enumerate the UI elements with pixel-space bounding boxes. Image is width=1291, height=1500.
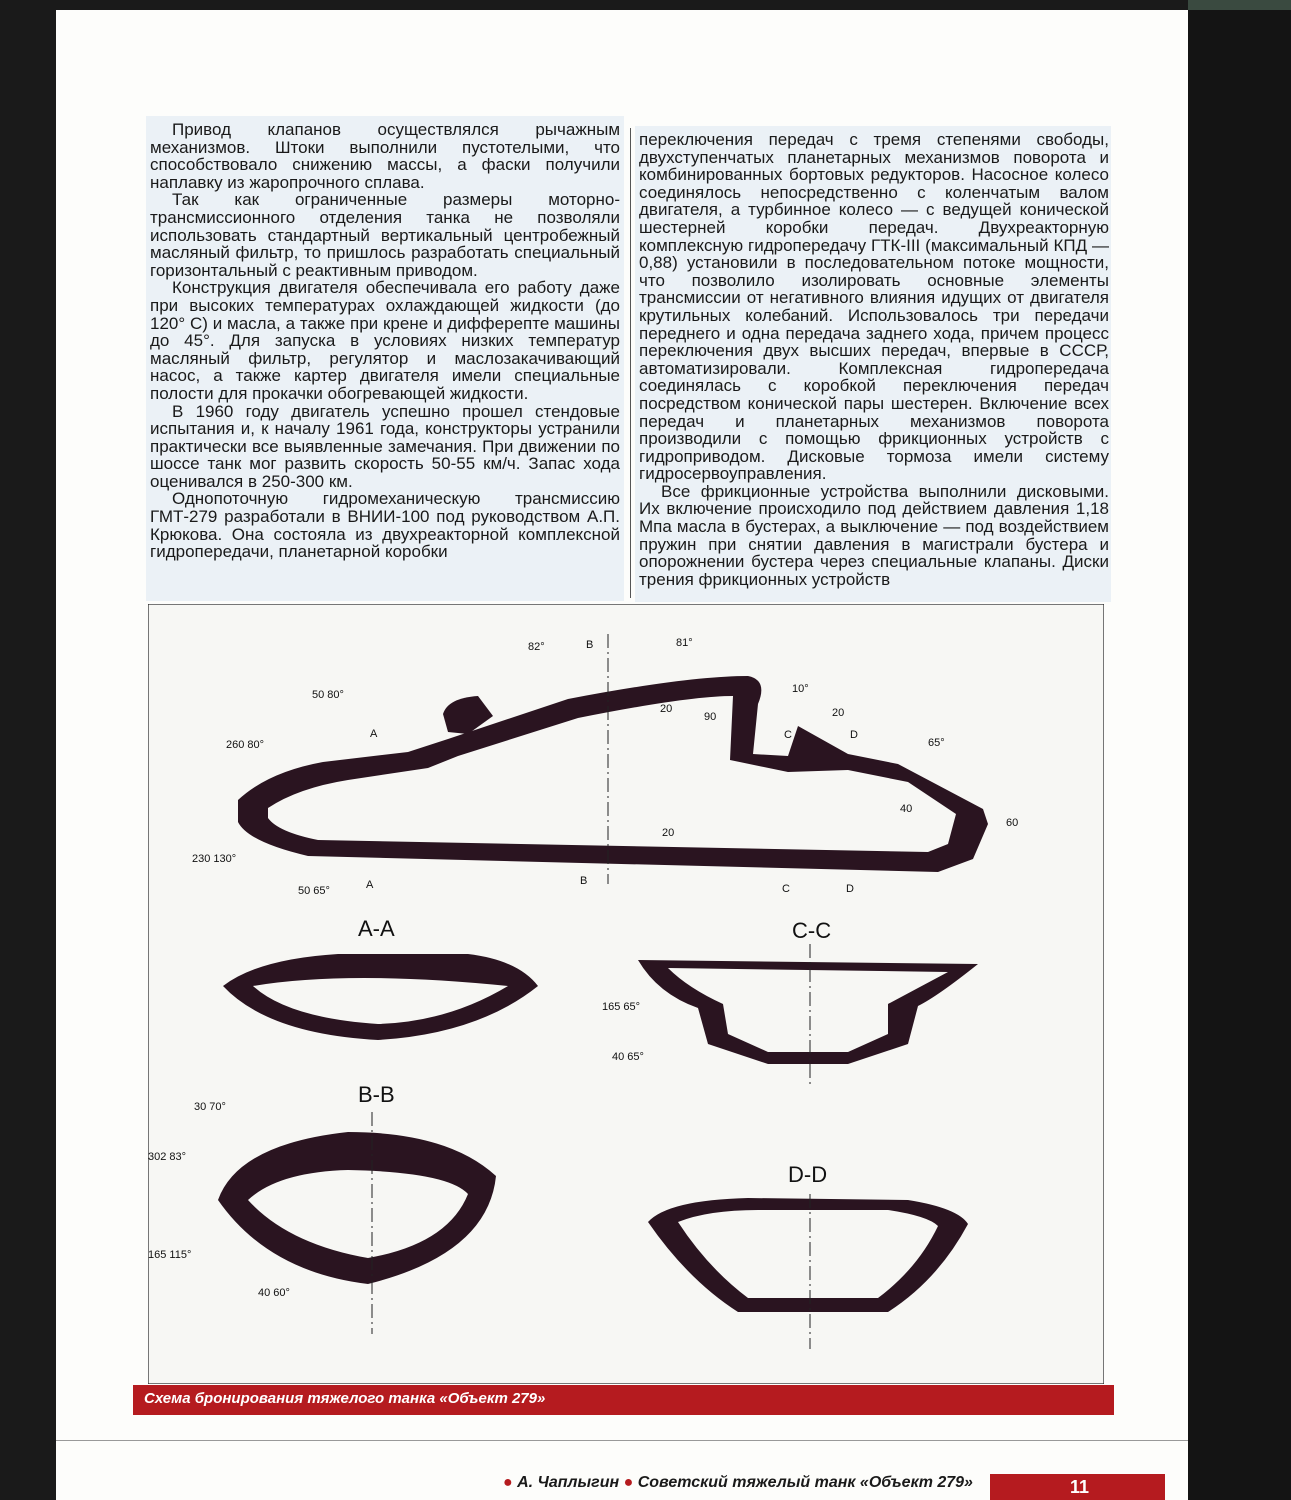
cut-letter: C <box>784 729 792 741</box>
armor-scheme-diagram <box>148 604 1104 1384</box>
article-left-column <box>150 121 620 561</box>
armor-label: 40 65° <box>612 1051 644 1063</box>
footer-bullet: ● <box>503 1474 518 1491</box>
scan-edge <box>1188 10 1291 1500</box>
cut-letter: B <box>586 639 594 651</box>
background-edge <box>1188 0 1291 10</box>
armor-label: 20 <box>660 703 673 715</box>
running-footer <box>503 1474 973 1492</box>
section-title-dd: D-D <box>788 1162 828 1187</box>
article-right-column <box>639 131 1109 588</box>
page-number: 11 <box>1070 1477 1090 1497</box>
armor-label: 260 80° <box>226 739 265 751</box>
armor-label: 50 65° <box>298 885 330 897</box>
armor-label: 20 <box>832 707 845 719</box>
cut-letter: D <box>850 729 858 741</box>
paragraph: Так как ограниченные размеры моторно-трансмиссионного отделения танка не позволяли использовать стандартный вертикальный центробежный масляный фильтр, то пришлось разработать специальный горизонтальный с реактивным приводом. <box>150 190 620 280</box>
paragraph: Привод клапанов осуществлялся рычажным механизмов. Штоки выполнили пустотелыми, что способствовало снижению массы, а фаски получили наплавку из жаропрочного сплава. <box>150 120 620 192</box>
armor-label: 65° <box>928 737 945 749</box>
footer-rule <box>56 1440 1188 1441</box>
armor-label: 230 130° <box>192 853 237 865</box>
armor-label: 165 115° <box>148 1249 192 1261</box>
section-title-cc: C-C <box>792 918 832 943</box>
footer-title: Советский тяжелый танк «Объект 279» <box>637 1474 973 1491</box>
armor-label: 40 <box>900 803 913 815</box>
section-title-bb: B-B <box>358 1082 395 1107</box>
paragraph: Конструкция двигателя обеспечивала его работу даже при высоких температурах охлаждающей жидкости (до 120° С) и масла, а также при крене и дифферепте машины до 45°. Для запуска в условиях низких температур масляный фильтр, регулятор и маслозакачивающий насос, а также картер двигателя имели специальные полости для прокачки обогревающей жидкости. <box>150 278 620 403</box>
paragraph: Все фрикционные устройства выполнили дисковыми. Их включение происходило под действием давления 1,18 Мпа масла в бустерах, а выключение — под воздействием пружин при снятии давления в магистрали бустера и опорожнении бустера через специальные клапаны. Диски трения фрикционных устройств <box>639 481 1109 589</box>
paragraph: переключения передач с тремя степенями свободы, двухступенчатых планетарных механизмов поворота и комбинированных бортовых редукторов. Насосное колесо соединялось непосредственно с коленчатым валом двигателя, а турбинное колесо — с ведущей конической шестерней коробки передач. Двухреакторную комплексную гидропередачу ГТК-III (максимальный КПД — 0,88) установили в последовательном потоке мощности, что позволило изолировать основные элементы трансмиссии от негативного влияния идущих от двигателя крутильных колебаний. Использовалось три передачи переднего и одна передача заднего хода, причем процесс переключения двух высших передач, впервые в СССР, автоматизировали. Комплексная гидропередача соединялась с коробкой переключения передач посредством конической пары шестерен. Включение всех передач и планетарных механизмов поворота производили с помощью фрикционных устройств с гидроприводом. Дисковые тормоза имели систему гидросервоуправления. <box>639 130 1109 484</box>
armor-label: 20 <box>662 827 675 839</box>
armor-label: 82° <box>528 641 545 653</box>
armor-label: 10° <box>792 683 809 695</box>
paragraph: Однопоточную гидромеханическую трансмиссию ГМТ-279 разработали в ВНИИ-100 под руководством А.П. Крюкова. Она состояла из двухреакторной комплексной гидропередачи, планетарной коробки <box>150 489 620 562</box>
figure-caption: Схема бронирования тяжелого танка «Объект 279» <box>144 1390 546 1407</box>
cut-letter: C <box>782 883 790 895</box>
armor-label: 30 70° <box>194 1101 226 1113</box>
armor-label: 50 80° <box>312 689 344 701</box>
armor-label: 302 83° <box>148 1151 187 1163</box>
footer-bullet: ● <box>623 1474 638 1491</box>
footer-author: А. Чаплыгин <box>517 1474 620 1491</box>
armor-label: 40 60° <box>258 1287 290 1299</box>
armor-label: 81° <box>676 637 693 649</box>
cut-letter: A <box>370 728 378 740</box>
armor-label: 90 <box>704 711 717 723</box>
armor-label: 165 65° <box>602 1001 641 1013</box>
paragraph: В 1960 году двигатель успешно прошел стендовые испытания и, к началу 1961 года, конструкторы устранили практически все выявленные замечания. При движении по шоссе танк мог развить скорость 50-55 км/ч. Запас хода оценивался в 250-300 км. <box>150 401 620 491</box>
section-title-aa: A-A <box>358 916 395 941</box>
cut-letter: D <box>846 883 854 895</box>
cut-letter: B <box>580 875 588 887</box>
armor-label: 60 <box>1006 817 1019 829</box>
column-divider <box>630 128 631 598</box>
cut-letter: A <box>366 879 374 891</box>
